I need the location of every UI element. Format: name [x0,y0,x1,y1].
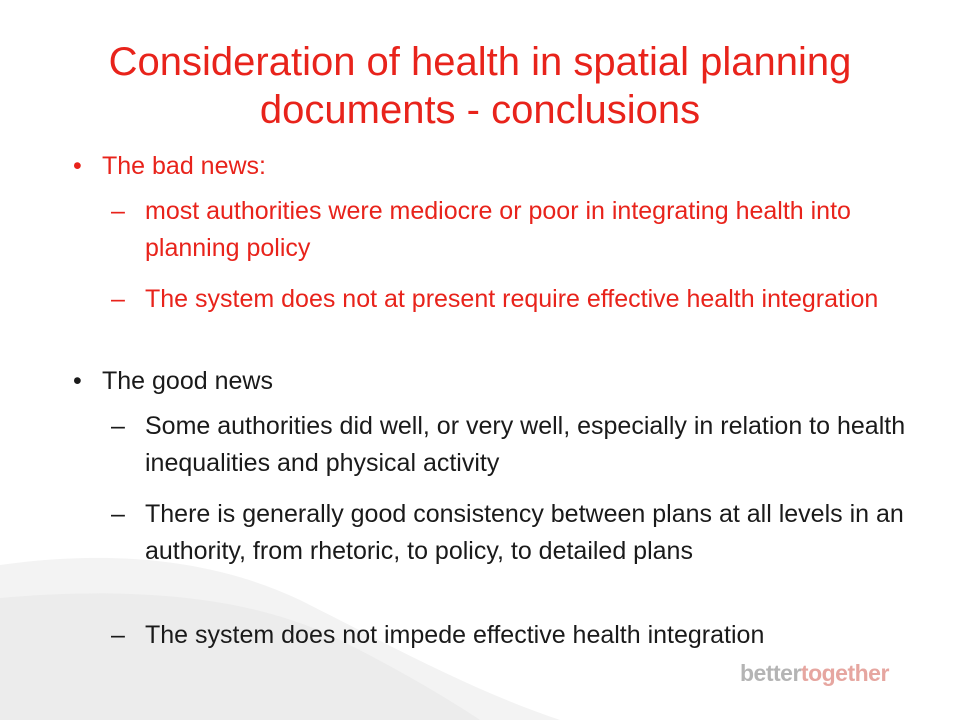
dash-icon: – [111,412,125,440]
logo-part-better: better [740,660,801,686]
bullet-icon: • [73,152,82,180]
good-news-point-text: There is generally good consistency between plans at all levels in an authority, from rhetoric, to policy, to detailed plans [145,500,904,565]
bad-news-point-text: most authorities were mediocre or poor in integrating health into planning policy [145,197,851,262]
bad-news-point [111,193,911,267]
slide-title: Consideration of health in spatial planning documents - conclusions [108,40,852,132]
bettertogether-logo [740,660,889,687]
section-heading-label: The good news [102,367,273,395]
bad-news-point [111,281,911,318]
good-news-point-text: Some authorities did well, or very well, especially in relation to health inequalities and physical activity [145,412,906,477]
section-heading-label: The bad news: [102,152,266,180]
good-news-point [111,408,911,482]
good-news-point-text: The system does not impede effective health integration [145,621,765,649]
bullet-icon: • [73,367,82,395]
logo-part-together: together [800,660,889,686]
dash-icon: – [111,285,125,313]
bad-news-point-text: The system does not at present require effective health integration [145,285,879,313]
good-news-point [111,496,911,570]
good-news-point [111,617,911,654]
dash-icon: – [111,197,125,225]
dash-icon: – [111,500,125,528]
dash-icon: – [111,621,125,649]
